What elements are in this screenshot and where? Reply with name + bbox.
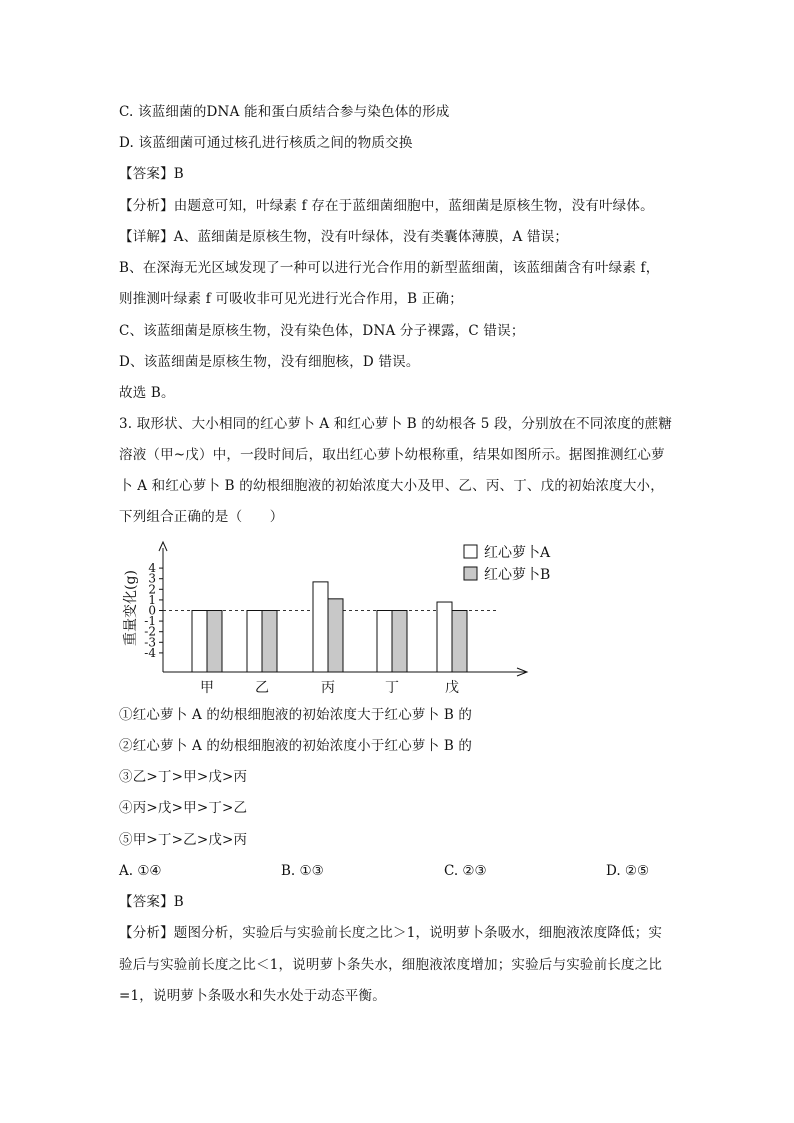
y-tick-label: 3: [148, 571, 156, 586]
option-d-text: D. 该蓝细菌可通过核孔进行核质之间的物质交换: [119, 135, 413, 151]
analysis-line2: 验后与实验前长度之比＜1，说明萝卜条失水，细胞液浓度增加；实验后与实验前长度之比: [119, 957, 663, 973]
y-tick-label: -1: [144, 614, 156, 629]
bar-b-1: [207, 611, 222, 673]
question3-line4: 下列组合正确的是（ ）: [119, 509, 284, 525]
detail-d-text: D、该蓝细菌是原核生物，没有细胞核，D 错误。: [119, 354, 420, 370]
statement-1: ①红心萝卜 A 的幼根细胞液的初始浓度大于红心萝卜 B 的: [119, 707, 473, 723]
x-category-label: 丁: [385, 680, 399, 696]
bar-a-4: [377, 611, 392, 673]
choice-text: 故选 B。: [119, 385, 175, 401]
y-tick-label: -3: [144, 635, 156, 650]
option-c: C. ②③: [444, 863, 487, 879]
statement-2: ②红心萝卜 A 的幼根细胞液的初始浓度小于红心萝卜 B 的: [119, 738, 473, 754]
detail-b-line1: B、在深海无光区域发现了一种可以进行光合作用的新型蓝细菌，该蓝细菌含有叶绿素 f，: [119, 260, 660, 276]
question3-line3: 卜 A 和红心萝卜 B 的幼根细胞液的初始浓度大小及甲、乙、丙、丁、戊的初始浓度大小，: [119, 478, 664, 494]
x-category-label: 甲: [200, 680, 214, 696]
chart-bars: [192, 582, 467, 672]
legend-swatch: [464, 567, 477, 580]
detail-c-text: C、该蓝细菌是原核生物，没有染色体，DNA 分子裸露，C 错误；: [119, 323, 525, 339]
legend-swatch: [464, 545, 477, 558]
y-tick-label: -2: [144, 624, 156, 639]
option-a: A. ①④: [119, 863, 162, 879]
statement-3: ③乙>丁>甲>戊>丙: [119, 769, 248, 785]
chart-labels: [122, 561, 459, 696]
x-category-label: 丙: [321, 680, 335, 696]
y-tick-label: 2: [148, 582, 156, 597]
analysis-text: 【分析】由题意可知，叶绿素 f 存在于蓝细菌细胞中，蓝细菌是原核生物，没有叶绿体。: [119, 198, 654, 214]
bar-a-2: [247, 611, 262, 673]
bar-a-3: [313, 582, 328, 672]
detail-b-line2: 则推测叶绿素 f 可吸收非可见光进行光合作用，B 正确；: [119, 291, 463, 307]
y-axis-title: 重量变化(g): [123, 570, 139, 646]
bar-b-3: [328, 599, 343, 672]
statement-5: ⑤甲>丁>乙>戊>丙: [119, 832, 248, 848]
option-d: D. ②⑤: [606, 863, 650, 879]
x-category-label: 戊: [445, 680, 459, 696]
answer-label-2: 【答案】B: [119, 894, 184, 910]
y-tick-label: 0: [148, 603, 156, 618]
bar-a-1: [192, 611, 207, 673]
analysis-line3: =1，说明萝卜条吸水和失水处于动态平衡。: [119, 988, 386, 1004]
legend-label: 红心萝卜B: [484, 567, 551, 583]
option-b: B. ①③: [281, 863, 324, 879]
detail-text: 【详解】A、蓝细菌是原核生物，没有叶绿体，没有类囊体薄膜，A 错误；: [119, 229, 569, 245]
question3-line2: 溶液（甲~戊）中，一段时间后，取出红心萝卜幼根称重，结果如图所示。据图推测红心萝: [119, 447, 665, 463]
chart-legend: [464, 544, 551, 583]
statement-4: ④丙>戊>甲>丁>乙: [119, 800, 248, 816]
bar-b-2: [262, 611, 277, 673]
bar-b-4: [392, 611, 407, 673]
y-tick-label: 1: [148, 592, 156, 607]
y-tick-label: -4: [144, 645, 156, 660]
option-c-text: C. 该蓝细菌的DNA 能和蛋白质结合参与染色体的形成: [119, 104, 450, 120]
bar-a-5: [437, 602, 452, 672]
answer-label: 【答案】B: [119, 166, 184, 182]
x-category-label: 乙: [255, 680, 269, 696]
question3-line1: 3. 取形状、大小相同的红心萝卜 A 和红心萝卜 B 的幼根各 5 段，分别放在不同浓度的蔗糖: [119, 416, 673, 432]
bar-b-5: [452, 611, 467, 673]
analysis-line1: 【分析】题图分析，实验后与实验前长度之比＞1，说明萝卜条吸水，细胞液浓度降低；实: [119, 925, 663, 941]
y-tick-label: 4: [148, 561, 156, 576]
legend-label: 红心萝卜A: [484, 545, 551, 561]
